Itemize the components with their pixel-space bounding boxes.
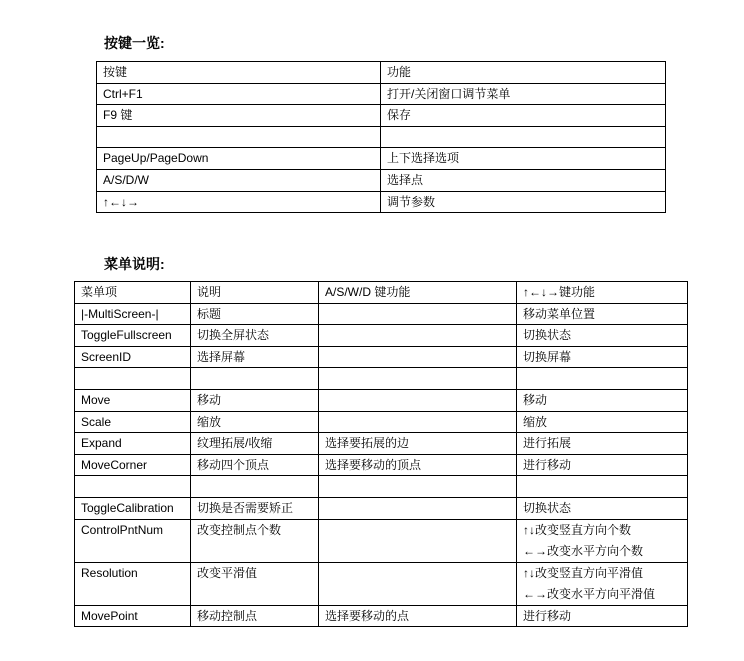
menu-item-cell (75, 368, 191, 390)
table-header-row (97, 62, 666, 84)
description-cell: 纹理拓展/收缩 (191, 433, 319, 455)
function-cell: 上下选择选项 (381, 148, 666, 170)
arrow-function-cell: 进行移动 (517, 605, 688, 627)
menu-item-cell: ToggleFullscreen (75, 325, 191, 347)
cell-line: ↑↓改变竖直方向个数 (523, 522, 632, 537)
description-cell: 改变控制点个数 (191, 519, 319, 562)
asdw-function-cell: 选择要移动的点 (319, 605, 517, 627)
arrow-function-cell: 进行移动 (517, 454, 688, 476)
table-row (75, 497, 688, 519)
menu-item-cell (75, 476, 191, 498)
header-cell: ↑←↓→键功能 (517, 282, 688, 304)
table-row (97, 148, 666, 170)
description-cell (191, 476, 319, 498)
table-row (75, 519, 688, 562)
description-cell: 切换全屏状态 (191, 325, 319, 347)
cell-line: ←→改变水平方向平滑值 (523, 586, 656, 601)
key-cell: PageUp/PageDown (97, 148, 381, 170)
function-cell: 保存 (381, 105, 666, 127)
description-cell: 移动控制点 (191, 605, 319, 627)
menu-table (74, 281, 688, 627)
function-cell: 调节参数 (381, 191, 666, 213)
table-header-row (75, 282, 688, 304)
asdw-function-cell (319, 303, 517, 325)
menu-item-cell: Expand (75, 433, 191, 455)
table-row (75, 346, 688, 368)
asdw-function-cell (319, 346, 517, 368)
arrow-function-cell: 切换状态 (517, 497, 688, 519)
table-row (75, 368, 688, 390)
table-row (75, 303, 688, 325)
table-row (75, 411, 688, 433)
keys-section-title: 按键一览: (104, 35, 165, 51)
table-row (97, 169, 666, 191)
cell-line: ↑↓改变竖直方向平滑值 (523, 565, 644, 580)
key-cell: A/S/D/W (97, 169, 381, 191)
description-cell: 改变平滑值 (191, 562, 319, 605)
asdw-function-cell (319, 389, 517, 411)
menu-item-cell: Resolution (75, 562, 191, 605)
table-row (75, 389, 688, 411)
table-row (75, 325, 688, 347)
table-row (75, 562, 688, 605)
table-row (97, 105, 666, 127)
arrow-function-cell: 缩放 (517, 411, 688, 433)
arrow-function-cell (517, 562, 688, 605)
arrow-function-cell: 切换屏幕 (517, 346, 688, 368)
asdw-function-cell (319, 497, 517, 519)
table-row (75, 605, 688, 627)
menu-item-cell: MovePoint (75, 605, 191, 627)
asdw-function-cell (319, 519, 517, 562)
function-cell: 打开/关闭窗口调节菜单 (381, 83, 666, 105)
header-cell: 功能 (381, 62, 666, 84)
asdw-function-cell (319, 562, 517, 605)
menu-item-cell: |-MultiScreen-| (75, 303, 191, 325)
description-cell: 缩放 (191, 411, 319, 433)
arrow-function-cell: 移动 (517, 389, 688, 411)
menu-item-cell: Move (75, 389, 191, 411)
function-cell (381, 126, 666, 148)
table-row (97, 191, 666, 213)
table-row (97, 126, 666, 148)
menu-item-cell: MoveCorner (75, 454, 191, 476)
asdw-function-cell (319, 476, 517, 498)
description-cell: 标题 (191, 303, 319, 325)
arrow-function-cell: 移动菜单位置 (517, 303, 688, 325)
table-row (97, 83, 666, 105)
function-cell: 选择点 (381, 169, 666, 191)
table-row (75, 454, 688, 476)
key-cell: Ctrl+F1 (97, 83, 381, 105)
description-cell: 切换是否需要矫正 (191, 497, 319, 519)
arrow-function-cell: 切换状态 (517, 325, 688, 347)
asdw-function-cell (319, 368, 517, 390)
menu-item-cell: ScreenID (75, 346, 191, 368)
header-cell: A/S/W/D 键功能 (319, 282, 517, 304)
header-cell: 菜单项 (75, 282, 191, 304)
cell-line: ←→改变水平方向个数 (523, 543, 644, 558)
description-cell: 移动四个顶点 (191, 454, 319, 476)
key-cell (97, 126, 381, 148)
asdw-function-cell (319, 411, 517, 433)
description-cell (191, 368, 319, 390)
asdw-function-cell: 选择要拓展的边 (319, 433, 517, 455)
arrow-function-cell (517, 368, 688, 390)
arrow-function-cell (517, 476, 688, 498)
asdw-function-cell: 选择要移动的顶点 (319, 454, 517, 476)
arrow-function-cell (517, 519, 688, 562)
header-cell: 按键 (97, 62, 381, 84)
asdw-function-cell (319, 325, 517, 347)
key-cell: F9 键 (97, 105, 381, 127)
arrow-function-cell: 进行拓展 (517, 433, 688, 455)
menu-section-title: 菜单说明: (104, 256, 165, 272)
header-cell: 说明 (191, 282, 319, 304)
keys-table (96, 61, 666, 213)
description-cell: 选择屏幕 (191, 346, 319, 368)
menu-item-cell: ControlPntNum (75, 519, 191, 562)
table-row (75, 433, 688, 455)
menu-item-cell: Scale (75, 411, 191, 433)
menu-item-cell: ToggleCalibration (75, 497, 191, 519)
description-cell: 移动 (191, 389, 319, 411)
table-row (75, 476, 688, 498)
key-cell: ↑←↓→ (97, 191, 381, 213)
